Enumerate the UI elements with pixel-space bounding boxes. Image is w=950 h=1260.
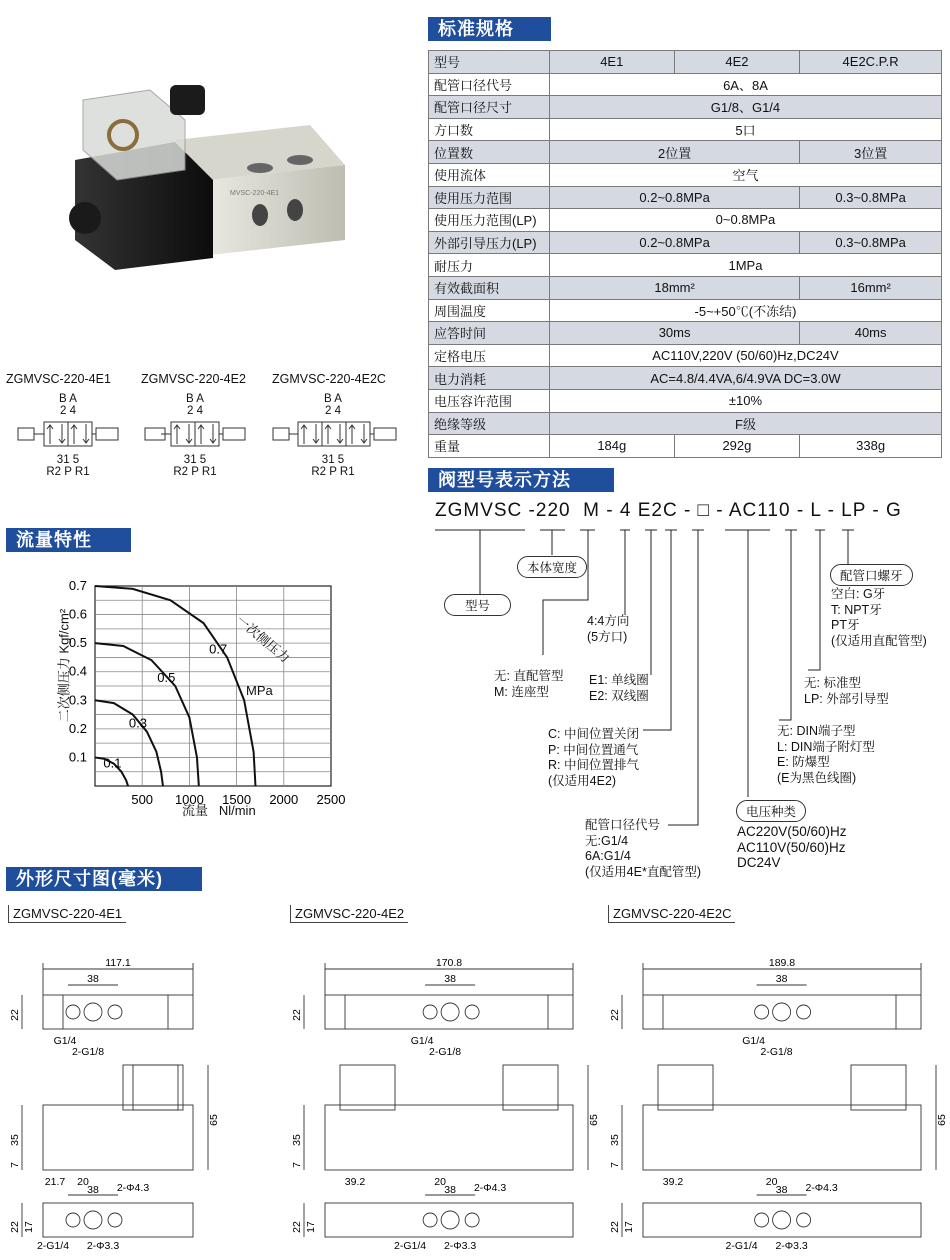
dim-22-label: 22	[609, 1009, 621, 1021]
spec-row	[429, 186, 942, 209]
dimension-drawing	[290, 955, 598, 1255]
spec-row	[429, 231, 942, 254]
spec-cell: AC110V,220V (50/60)Hz,DC24V	[549, 344, 941, 367]
dim-offset-label: 21.7	[44, 1176, 66, 1188]
spec-cell: 2位置	[549, 141, 799, 164]
dim-22-label: 22	[291, 1009, 303, 1021]
dim-model-title: ZGMVSC-220-4E2	[290, 905, 408, 923]
dim-22-label: 22	[291, 1221, 303, 1233]
dim-20-label: 20	[77, 1176, 89, 1188]
spec-row	[429, 322, 942, 345]
dim-35-label: 35	[9, 1134, 21, 1146]
spec-row-label: 方口数	[429, 118, 550, 141]
valve-symbol	[16, 416, 120, 456]
spec-row-label: 绝缘等级	[429, 412, 550, 435]
dim-17-label: 17	[23, 1221, 35, 1233]
spec-row	[429, 412, 942, 435]
dim-7-label: 7	[9, 1162, 21, 1168]
valve-symbol	[143, 416, 247, 456]
spec-cell: 4E1	[549, 51, 674, 74]
y-tick-label: 0.6	[68, 606, 87, 622]
symbol-ports-top-numbers: 2 4	[60, 405, 76, 417]
y-tick-label: 0.7	[68, 578, 87, 593]
note-volt: AC220V(50/60)Hz AC110V(50/60)Hz DC24V	[737, 824, 847, 870]
flow-curve-label: 0.5	[157, 670, 176, 685]
spec-cell: 338g	[800, 435, 942, 458]
symbol-ports-bottom-letters: R2 P R1	[173, 466, 217, 478]
dim-hole43-label: 2-Φ4.3	[473, 1182, 507, 1194]
spec-row-label: 使用压力范围	[429, 186, 550, 209]
spec-table	[428, 50, 942, 458]
note-terminal: 无: DIN端子型 L: DIN端子附灯型 E: 防爆型 (E为黑色线圈)	[777, 724, 875, 785]
symbol-model-4e1: ZGMVSC-220-4E1	[6, 372, 111, 386]
note-coil: E1: 单线圈 E2: 双线圈	[589, 673, 649, 703]
spec-cell: 6A、8A	[549, 73, 941, 96]
spec-cell: ±10%	[549, 389, 941, 412]
flow-ylabel: 二次侧压力 Kgf/cm²	[56, 608, 72, 723]
x-tick-label: 1000	[174, 792, 204, 807]
symbol-ports-bottom-numbers: 31 5	[56, 454, 80, 466]
spec-cell: -5~+50℃(不冻结)	[549, 299, 941, 322]
spec-cell: 0.3~0.8MPa	[800, 186, 942, 209]
flow-xlabel: 流量 Nl/min	[182, 803, 256, 818]
x-tick-label: 500	[131, 792, 154, 807]
spec-cell: 184g	[549, 435, 674, 458]
dim-35-label: 35	[291, 1134, 303, 1146]
spec-cell: 0~0.8MPa	[549, 209, 941, 232]
symbol-ports-bottom-letters: R2 P R1	[46, 466, 90, 478]
symbol-ports-top-letters: B A	[186, 393, 204, 405]
y-tick-label: 0.2	[68, 720, 87, 736]
spec-row	[429, 51, 942, 74]
spec-row	[429, 367, 942, 390]
symbol-ports-bottom-numbers: 31 5	[183, 454, 207, 466]
spec-row	[429, 141, 942, 164]
spec-cell: 16mm²	[800, 276, 942, 299]
dim-hole33-label: 2-Φ3.3	[443, 1240, 477, 1252]
dim-7-label: 7	[291, 1162, 303, 1168]
spec-row-label: 电压容许范围	[429, 389, 550, 412]
spec-cell: AC=4.8/4.4VA,6/4.9VA DC=3.0W	[549, 367, 941, 390]
symbol-ports-top-letters: B A	[324, 393, 342, 405]
dim-length-label: 117.1	[105, 957, 131, 969]
spec-row	[429, 118, 942, 141]
note-ways: 4:4方向 (5方口)	[587, 614, 630, 644]
model-code-line: ZGMVSC -220 M - 4 E2C - □ - AC110 - L - LP - G	[435, 500, 902, 521]
dim-g214-label: 2-G1/4	[36, 1240, 70, 1252]
dim-20-label: 20	[434, 1176, 446, 1188]
y-tick-label: 0.4	[68, 663, 87, 679]
spec-row	[429, 435, 942, 458]
spec-row	[429, 344, 942, 367]
spec-cell: 0.2~0.8MPa	[549, 186, 799, 209]
dim-length-label: 189.8	[768, 957, 796, 969]
dimension-drawing	[608, 955, 946, 1255]
dim-g14-label: G1/4	[53, 1035, 77, 1047]
spec-row	[429, 389, 942, 412]
dim-offset-label: 39.2	[662, 1176, 684, 1188]
flow-curve-label: 0.7	[209, 641, 228, 657]
spec-title: 标准规格	[428, 17, 551, 41]
dim-38-label: 38	[87, 1184, 99, 1196]
spec-row	[429, 209, 942, 232]
flow-unit: MPa	[246, 683, 273, 698]
spec-cell: 3位置	[800, 141, 942, 164]
spec-row	[429, 163, 942, 186]
dim-65-label: 65	[936, 1114, 948, 1126]
y-tick-label: 0.1	[68, 749, 87, 765]
spec-row-label: 位置数	[429, 141, 550, 164]
spec-cell: 40ms	[800, 322, 942, 345]
dim-38-label: 38	[444, 973, 456, 985]
spec-cell: 0.3~0.8MPa	[800, 231, 942, 254]
dim-22-label: 22	[9, 1221, 21, 1233]
dim-g14-label: G1/4	[742, 1035, 765, 1047]
dim-20-label: 20	[765, 1176, 778, 1188]
spec-row	[429, 299, 942, 322]
dim-model-title: ZGMVSC-220-4E2C	[608, 905, 735, 923]
note-center: C: 中间位置关闭 P: 中间位置通气 R: 中间位置排气 (仅适用4E2)	[548, 727, 639, 788]
y-tick-label: 0.3	[68, 692, 87, 708]
spec-cell: 4E2C.P.R	[800, 51, 942, 74]
spec-row-label: 定格电压	[429, 344, 550, 367]
flow-curve-label: 0.1	[103, 755, 122, 771]
spec-row-label: 使用压力范围(LP)	[429, 209, 550, 232]
spec-row	[429, 96, 942, 119]
pill-model: 型号	[444, 594, 511, 616]
spec-row-label: 有效截面积	[429, 276, 550, 299]
dim-38-label: 38	[444, 1184, 456, 1196]
dim-offset-label: 39.2	[344, 1176, 366, 1188]
pill-voltage: 电压种类	[736, 800, 806, 822]
dim-g18-label: 2-G1/8	[429, 1046, 462, 1058]
dim-hole43-label: 2-Φ4.3	[805, 1182, 838, 1194]
dim-length-label: 170.8	[435, 957, 463, 969]
dim-g214-label: 2-G1/4	[394, 1240, 427, 1252]
x-tick-label: 2000	[269, 792, 299, 807]
spec-row-label: 外部引导压力(LP)	[429, 231, 550, 254]
note-port: 配管口径代号 无:G1/4 6A:G1/4 (仅适用4E*直配管型)	[585, 818, 701, 879]
x-tick-label: 1500	[222, 792, 252, 807]
note-mount: 无: 直配管型 M: 连座型	[494, 669, 564, 699]
spec-row-label: 配管口径尺寸	[429, 96, 550, 119]
symbol-ports-top-letters: B A	[59, 393, 77, 405]
dim-g18-label: 2-G1/8	[71, 1046, 105, 1058]
spec-cell: 292g	[674, 435, 800, 458]
spec-row-label: 使用流体	[429, 163, 550, 186]
symbol-ports-bottom-numbers: 31 5	[321, 454, 345, 466]
valve-symbol	[271, 416, 399, 456]
dim-model-title: ZGMVSC-220-4E1	[8, 905, 126, 923]
spec-cell: G1/8、G1/4	[549, 96, 941, 119]
spec-row-label: 重量	[429, 435, 550, 458]
dim-g14-label: G1/4	[410, 1035, 434, 1047]
spec-cell: F级	[549, 412, 941, 435]
flow-chart	[55, 570, 365, 820]
dim-g18-label: 2-G1/8	[760, 1046, 793, 1058]
flow-curve-label: 0.3	[128, 715, 147, 731]
flow-title: 流量特性	[6, 528, 131, 552]
symbol-model-4e2: ZGMVSC-220-4E2	[141, 372, 246, 386]
dim-38-label: 38	[775, 973, 788, 985]
dim-38-label: 38	[775, 1184, 788, 1196]
y-tick-label: 0.5	[68, 635, 87, 651]
spec-row	[429, 254, 942, 277]
dim-hole33-label: 2-Φ3.3	[775, 1240, 808, 1252]
symbol-ports-top-numbers: 2 4	[325, 405, 341, 417]
spec-row	[429, 73, 942, 96]
code-title: 阀型号表示方法	[428, 468, 614, 492]
dim-7-label: 7	[609, 1162, 621, 1168]
spec-row-label: 周围温度	[429, 299, 550, 322]
x-tick-label: 2500	[316, 792, 346, 807]
dim-17-label: 17	[305, 1221, 317, 1233]
flow-annotation: 一次侧压力	[233, 612, 293, 666]
symbol-model-4e2c: ZGMVSC-220-4E2C	[272, 372, 386, 386]
dim-22-label: 22	[9, 1009, 21, 1021]
dimension-drawing	[8, 955, 218, 1255]
pill-thread: 配管口螺牙	[830, 564, 913, 586]
spec-row-label: 应答时间	[429, 322, 550, 345]
dim-g214-label: 2-G1/4	[725, 1240, 758, 1252]
spec-row	[429, 276, 942, 299]
spec-cell: 1MPa	[549, 254, 941, 277]
spec-row-label: 配管口径代号	[429, 73, 550, 96]
spec-cell: 5口	[549, 118, 941, 141]
dim-hole33-label: 2-Φ3.3	[86, 1240, 120, 1252]
svg-text:MVSC-220-4E1: MVSC-220-4E1	[230, 190, 280, 197]
spec-row-label: 电力消耗	[429, 367, 550, 390]
spec-row-label: 耐压力	[429, 254, 550, 277]
symbol-ports-bottom-letters: R2 P R1	[311, 466, 355, 478]
dim-38-label: 38	[87, 973, 99, 985]
dim-65-label: 65	[588, 1114, 600, 1126]
spec-cell: 0.2~0.8MPa	[549, 231, 799, 254]
spec-cell: 空气	[549, 163, 941, 186]
pill-width: 本体宽度	[517, 556, 587, 578]
dims-title: 外形尺寸图(毫米)	[6, 867, 202, 891]
valve-product-photo	[55, 80, 365, 280]
note-thread: 空白: G牙 T: NPT牙 PT牙 (仅适用直配管型)	[831, 587, 927, 648]
symbol-ports-top-numbers: 2 4	[187, 405, 203, 417]
dim-17-label: 17	[623, 1221, 635, 1233]
spec-cell: 30ms	[549, 322, 799, 345]
spec-cell: 4E2	[674, 51, 800, 74]
note-pilot: 无: 标准型 LP: 外部引导型	[804, 676, 889, 706]
dim-65-label: 65	[208, 1114, 220, 1126]
dim-22-label: 22	[609, 1221, 621, 1233]
dim-35-label: 35	[609, 1134, 621, 1146]
spec-cell: 18mm²	[549, 276, 799, 299]
dim-hole43-label: 2-Φ4.3	[116, 1182, 150, 1194]
spec-row-label: 型号	[429, 51, 550, 74]
